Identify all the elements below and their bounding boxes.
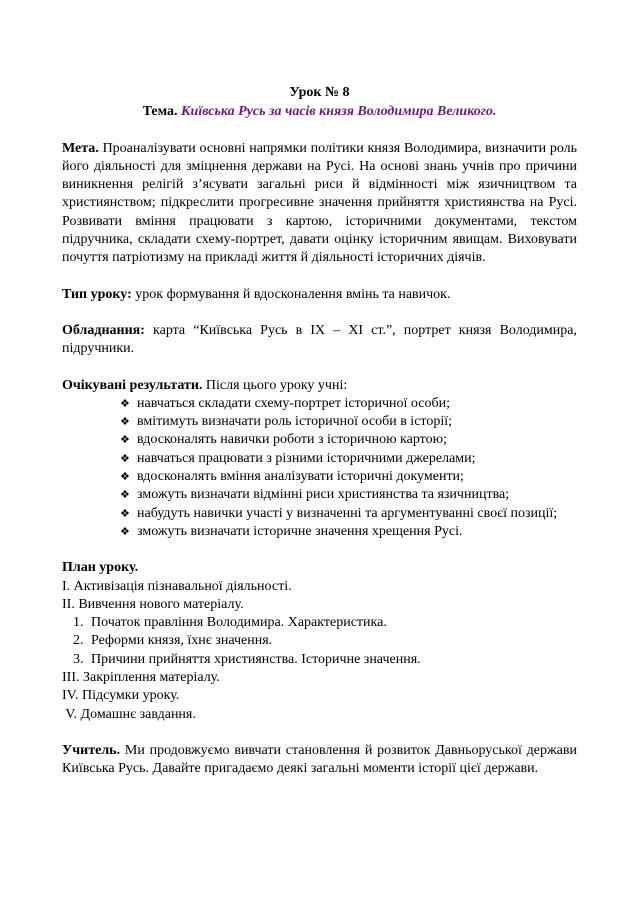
plan-subitem: 3. Причини прийняття християнства. Історичне значення.: [73, 651, 421, 667]
list-item: ❖ навчаться складати схему-портрет історичної особи;: [62, 395, 577, 413]
diamond-bullet-icon: ❖: [120, 416, 130, 429]
equipment-paragraph: [62, 322, 577, 359]
lesson-type-text: урок формування й вдосконалення вмінь та навичок.: [135, 286, 451, 302]
goal-text: Проаналізувати основні напрямки політики князя Володимира, визначити роль його діяльності для зміцнення держави на Русі. На основі знань учнів про причини виникнення релігій з’ясувати загальні риси й відмінності між язичництвом та християнством; підкреслити прогресивне значення прийняття християнства на Русі. Розвивати вміння працювати з картою, історичними документами, текстом підручника, складати схему-портрет, давати оцінку історичним явищам. Виховувати почуття патріотизму на прикладі життя й діяльності історичних діячів.: [62, 140, 578, 266]
list-item: ❖ вмітимуть визначати роль історичної особи в історії;: [62, 413, 577, 431]
topic-line: [62, 103, 577, 121]
list-item: ❖ зможуть визначати відмінні риси християнства та язичництва;: [62, 486, 577, 504]
plan-heading: План уроку.: [62, 560, 139, 576]
goal-label: Мета.: [62, 140, 99, 156]
goal-paragraph: [62, 140, 577, 268]
lesson-title: Урок № 8: [289, 85, 350, 100]
plan-line-4: IV. Підсумки уроку.: [62, 688, 180, 704]
list-item: ❖ набудуть навички участі у визначенні та аргументуванні своєї позиції;: [62, 505, 577, 523]
topic-text: Київська Русь за часів князя Володимира Великого.: [181, 104, 497, 120]
diamond-bullet-icon: ❖: [120, 525, 130, 538]
teacher-paragraph: [62, 742, 577, 779]
expected-label: Очікувані результати.: [62, 377, 203, 393]
diamond-bullet-icon: ❖: [120, 507, 130, 520]
plan-subitem: 1. Початок правління Володимира. Характеристика.: [73, 615, 387, 631]
plan-line-5: V. Домашнє завдання.: [62, 706, 196, 722]
list-item: ❖ навчаться працювати з різними історичними джерелами;: [62, 450, 577, 468]
document-page: [62, 84, 577, 779]
lesson-type-paragraph: [62, 286, 577, 304]
diamond-bullet-icon: ❖: [120, 434, 130, 447]
topic-label: Тема.: [142, 104, 178, 120]
plan-line-1: I. Активізація пізнавальної діяльності.: [62, 578, 292, 594]
expected-heading: [62, 377, 577, 395]
equipment-text: карта “Київська Русь в IX – XI ст.”, портрет князя Володимира, підручники.: [62, 322, 577, 357]
teacher-label: Учитель.: [62, 742, 121, 758]
expected-list: [62, 395, 577, 541]
equipment-label: Обладнання:: [62, 322, 145, 338]
list-item: ❖ вдосконалять вміння аналізувати історичні документи;: [62, 468, 577, 486]
diamond-bullet-icon: ❖: [120, 397, 130, 410]
expected-intro: Після цього уроку учні:: [205, 377, 348, 393]
plan-line-3: III. Закріплення матеріалу.: [62, 670, 220, 686]
plan-subitem: 2. Реформи князя, їхнє значення.: [73, 633, 273, 649]
list-item: ❖ вдосконалять навички роботи з історичною картою;: [62, 431, 577, 449]
diamond-bullet-icon: ❖: [120, 471, 130, 484]
plan-line-2: II. Вивчення нового матеріалу.: [62, 596, 244, 612]
teacher-text: Ми продовжуємо вивчати становлення й розвиток Давньоруської держави Київська Русь. Давайте пригадаємо деякі загальні моменти історії цієї держави.: [62, 742, 577, 777]
list-item: ❖ зможуть визначати історичне значення хрещення Русі.: [62, 523, 577, 541]
lesson-type-label: Тип уроку:: [62, 286, 132, 302]
diamond-bullet-icon: ❖: [120, 452, 130, 465]
diamond-bullet-icon: ❖: [120, 489, 130, 502]
